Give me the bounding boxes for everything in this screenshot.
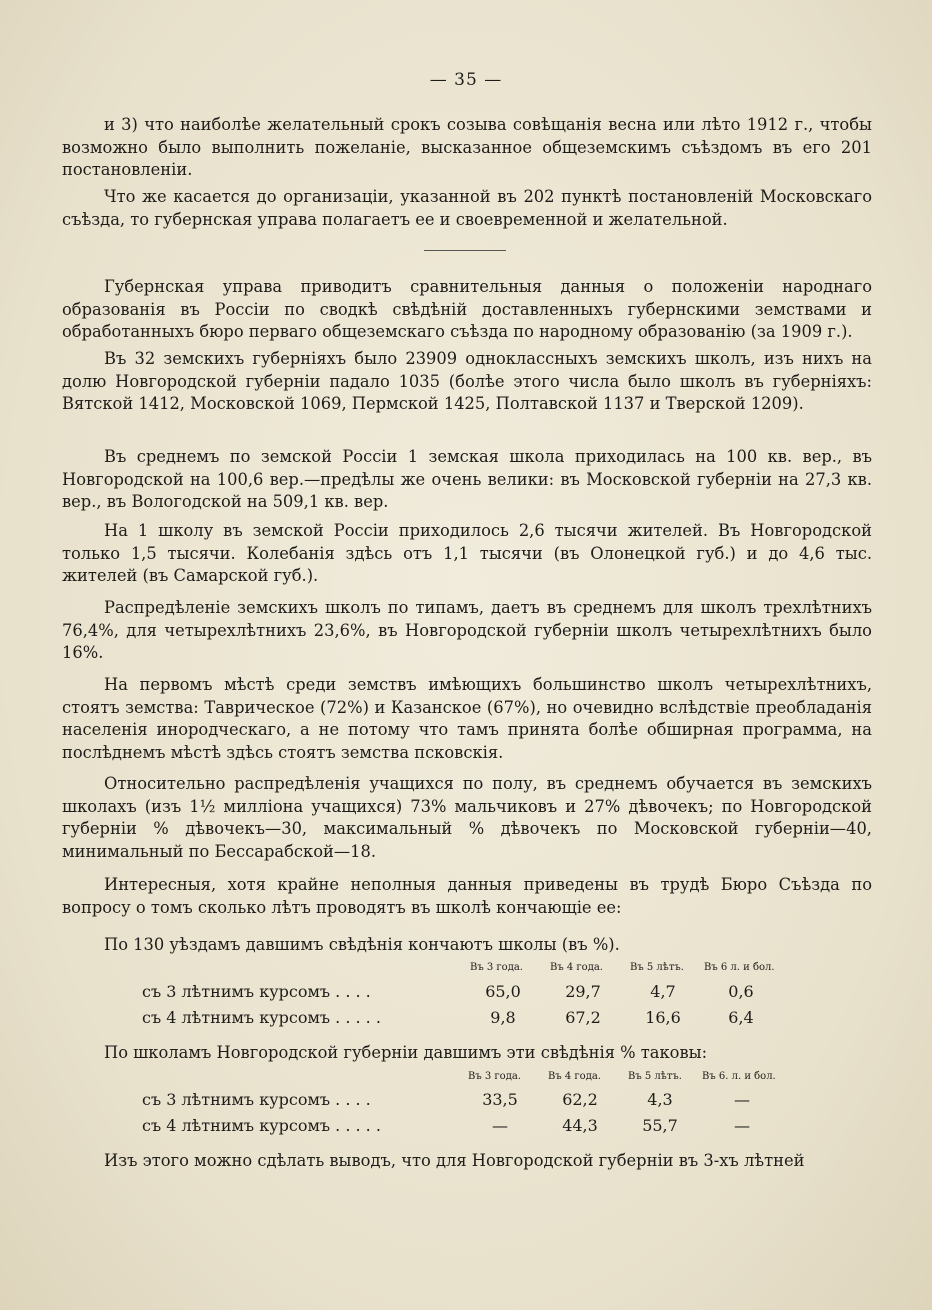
table1-row2-cell2: 67,2 [565, 1008, 601, 1027]
table2-row2-cell2: 44,3 [562, 1116, 598, 1135]
paragraph-2: Что же касается до организаціи, указанной въ 202 пунктѣ постановленій Московскаго съѣзда, то губернская управа полагаетъ ее и своевременной и желательной. [62, 187, 872, 229]
table2-row2-label: съ 4 лѣтнимъ курсомъ . . . . . [142, 1116, 381, 1135]
paragraph-3: Губернская управа приводитъ сравнительныя данныя о положеніи народнаго образованія въ Россіи по сводкѣ свѣдѣній доставленныхъ губернскими земствами и обработанныхъ бюро перваго общеземскаго съѣзда по народному образованію (за 1909 г.). [62, 277, 872, 341]
page-number: — 35 — [429, 70, 503, 90]
paragraph-1: и 3) что наиболѣе желательный срокъ созыва совѣщанія весна или лѣто 1912 г., чтобы возможно было выполнить пожеланіе, высказанное общеземскимъ съѣздомъ въ его 201 постановленіи. [62, 115, 872, 179]
table1-header-3: Въ 5 лѣтъ. [630, 962, 684, 973]
paragraph-10: Интересныя, хотя крайне неполныя данныя приведены въ трудѣ Бюро Съѣзда по вопросу о томъ сколько лѣтъ проводятъ въ школѣ кончающіе ее: [62, 875, 872, 917]
paragraph-7: Распредѣленіе земскихъ школъ по типамъ, даетъ въ среднемъ для школъ трехлѣтнихъ 76,4%, для четырехлѣтнихъ 23,6%, въ Новгородской губерніи школъ четырехлѣтнихъ было 16%. [62, 598, 872, 662]
table2-row1-cell4: — [734, 1090, 750, 1109]
table1-row1-label: съ 3 лѣтнимъ курсомъ . . . . [142, 982, 371, 1001]
closing-line: Изъ этого можно сдѣлать выводъ, что для Новгородской губерніи въ 3-хъ лѣтней [104, 1151, 805, 1170]
table2-row2-cell3: 55,7 [642, 1116, 678, 1135]
table1-header-2: Въ 4 года. [550, 962, 603, 973]
table1-row2-cell3: 16,6 [645, 1008, 681, 1027]
table2-header-1: Въ 3 года. [468, 1071, 521, 1082]
table2-row1-cell3: 4,3 [647, 1090, 673, 1109]
paragraph-4: Въ 32 земскихъ губерніяхъ было 23909 одноклассныхъ земскихъ школъ, изъ нихъ на долю Новгородской губерніи падало 1035 (болѣе этого числа было школъ въ губерніяхъ: Вятской 1412, Московской 1069, Пермской 1425, Полтавской 1137 и Тверской 1209). [62, 349, 872, 413]
table2-row2-cell1: — [492, 1116, 508, 1135]
table1-row1-cell3: 4,7 [650, 982, 676, 1001]
table2-title: По школамъ Новгородской губерніи давшимъ эти свѣдѣнія % таковы: [104, 1043, 708, 1062]
table2-row2-cell4: — [734, 1116, 750, 1135]
table2-header-3: Въ 5 лѣтъ. [628, 1071, 682, 1082]
table2-row1-label: съ 3 лѣтнимъ курсомъ . . . . [142, 1090, 371, 1109]
table1-header-4: Въ 6 л. и бол. [704, 962, 775, 973]
table1-row1-cell2: 29,7 [565, 982, 601, 1001]
table1-row2-label: съ 4 лѣтнимъ курсомъ . . . . . [142, 1008, 381, 1027]
table1-row1-cell1: 65,0 [485, 982, 521, 1001]
table1-title: По 130 уѣздамъ давшимъ свѣдѣнія кончаютъ школы (въ %). [104, 935, 620, 954]
paragraph-9: Относительно распредѣленія учащихся по полу, въ среднемъ обучается въ земскихъ школахъ (изъ 1½ милліона учащихся) 73% мальчиковъ и 27% дѣвочекъ; по Новгородской губерніи % дѣвочекъ—30, максимальный % дѣвочекъ по Московской губерніи—40, минимальный по Бессарабской—18. [62, 774, 872, 861]
table1-row2-cell1: 9,8 [490, 1008, 516, 1027]
table2-header-2: Въ 4 года. [548, 1071, 601, 1082]
table2-header-4: Въ 6. л. и бол. [702, 1071, 776, 1082]
paragraph-8: На первомъ мѣстѣ среди земствъ имѣющихъ большинство школъ четырехлѣтнихъ, стоятъ земства: Таврическое (72%) и Казанское (67%), но очевидно вслѣдствіе преобладанія населенія инородческаго, а не потому что тамъ принята болѣе обширная программа, на послѣднемъ мѣстѣ здѣсь стоятъ земства псковскія. [62, 675, 872, 762]
section-divider [424, 250, 506, 251]
table2-row1-cell1: 33,5 [482, 1090, 518, 1109]
table1-row2-cell4: 6,4 [728, 1008, 754, 1027]
table2-row1-cell2: 62,2 [562, 1090, 598, 1109]
table1-row1-cell4: 0,6 [728, 982, 754, 1001]
paragraph-5: Въ среднемъ по земской Россіи 1 земская школа приходилась на 100 кв. вер., въ Новгородской на 100,6 вер.—предѣлы же очень велики: въ Московской губерніи на 27,3 кв. вер., въ Вологодской на 509,1 кв. вер. [62, 447, 872, 511]
table1-header-1: Въ 3 года. [470, 962, 523, 973]
paragraph-6: На 1 школу въ земской Россіи приходилось 2,6 тысячи жителей. Въ Новгородской только 1,5 тысячи. Колебанія здѣсь отъ 1,1 тысячи (въ Олонецкой губ.) и до 4,6 тыс. жителей (въ Самарской губ.). [62, 521, 872, 585]
